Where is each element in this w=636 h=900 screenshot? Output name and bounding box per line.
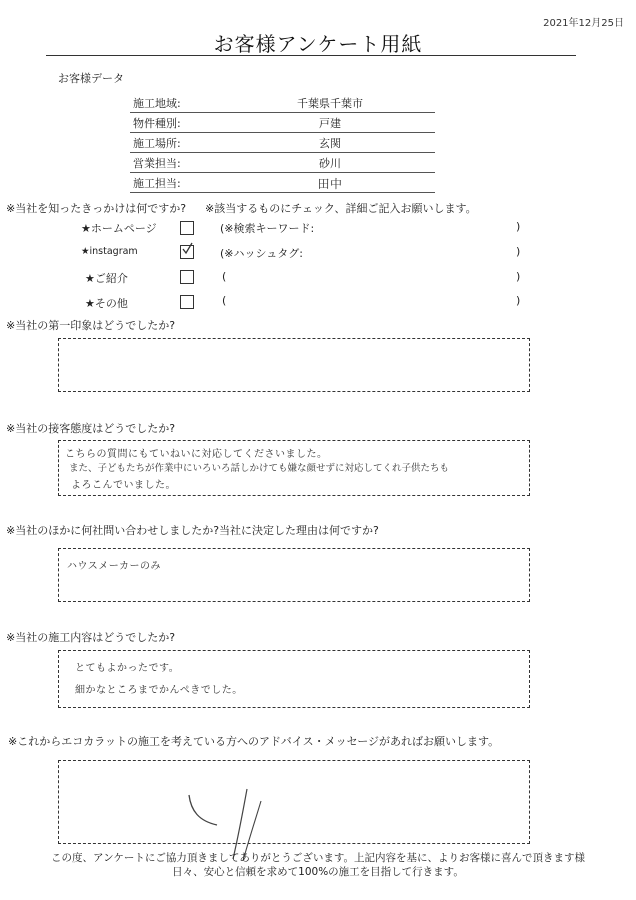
customer-row-installer (130, 173, 435, 193)
row-key: 施工場所: (133, 137, 181, 150)
customer-row-area (130, 93, 435, 113)
close-paren: ) (516, 220, 521, 233)
q5-question: ※当社の施工内容はどうでしたか? (6, 631, 176, 644)
checkbox-homepage[interactable] (180, 221, 194, 235)
row-value: 玄関 (319, 137, 341, 150)
survey-date: 2021年12月25日 (543, 18, 624, 29)
row-value: 砂川 (319, 157, 341, 170)
checkmark-icon (181, 243, 193, 255)
close-paren: ) (516, 294, 521, 307)
option-label-referral: ★ご紹介 (85, 272, 128, 285)
q1-question: ※当社を知ったきっかけは何ですか? (6, 202, 187, 215)
option-label-other: ★その他 (85, 297, 128, 310)
checkbox-other[interactable] (180, 295, 194, 309)
q2-answer-box[interactable] (58, 338, 530, 392)
detail-other: ( (222, 294, 227, 307)
q4-answer-box[interactable] (58, 548, 530, 602)
q6-answer-box[interactable] (58, 760, 530, 844)
detail-search-keyword: (※検索キーワード: (220, 222, 315, 235)
customer-row-property-type (130, 113, 435, 133)
q6-question: ※これからエコカラットの施工を考えている方へのアドバイス・メッセージがあればお願いします。 (8, 735, 500, 748)
row-key: 施工地域: (133, 97, 181, 110)
q5-answer-box[interactable] (58, 650, 530, 708)
q2-question: ※当社の第一印象はどうでしたか? (6, 319, 176, 332)
checkbox-referral[interactable] (180, 270, 194, 284)
option-label-homepage: ★ホームページ (81, 222, 157, 235)
q5-answer-line: 細かなところまでかんぺきでした。 (75, 685, 243, 696)
q3-answer-box[interactable] (58, 440, 530, 496)
q4-question: ※当社のほかに何社問い合わせしましたか?当社に決定した理由は何ですか? (6, 524, 379, 537)
close-paren: ) (516, 245, 521, 258)
footer-message-line2: 日々、安心と信頼を求めて100%の施工を目指して行きます。 (172, 866, 464, 878)
detail-referral: ( (222, 270, 227, 283)
detail-hashtag: (※ハッシュタグ: (220, 247, 303, 260)
title-divider (46, 55, 576, 56)
option-label-instagram: ★instagram (81, 246, 138, 257)
page-title: お客様アンケート用紙 (213, 32, 423, 56)
row-key: 施工担当: (133, 177, 181, 190)
q5-answer-line: とてもよかったです。 (75, 663, 180, 674)
q3-question: ※当社の接客態度はどうでしたか? (6, 422, 176, 435)
row-value: 千葉県千葉市 (297, 97, 363, 110)
customer-data-label: お客様データ (58, 72, 124, 85)
q3-answer-line: よろこんでいました。 (71, 480, 176, 491)
q4-answer: ハウスメーカーのみ (67, 561, 161, 572)
customer-row-sales-rep (130, 153, 435, 173)
checkbox-instagram[interactable] (180, 245, 194, 259)
customer-row-location (130, 133, 435, 153)
customer-data-table (130, 93, 435, 193)
footer-message-line1: この度、アンケートにご協力頂きましてありがとうございます。上記内容を基に、よりお客様に喜んで頂きます様 (50, 852, 586, 864)
handwritten-installer-name: 田中 (317, 177, 343, 191)
close-paren: ) (516, 270, 521, 283)
row-value: 戸建 (319, 117, 341, 130)
row-key: 物件種別: (133, 117, 181, 130)
q3-answer-line: また、子どもたちが作業中にいろいろ話しかけても嫌な顔せずに対応してくれ子供たちも (69, 463, 450, 474)
q1-note: ※該当するものにチェック、詳細ご記入お願いします。 (205, 202, 477, 215)
pen-mark-scribble (177, 781, 287, 861)
q3-answer-line: こちらの質問にもていねいに対応してくださいました。 (65, 449, 328, 460)
row-key: 営業担当: (133, 157, 181, 170)
